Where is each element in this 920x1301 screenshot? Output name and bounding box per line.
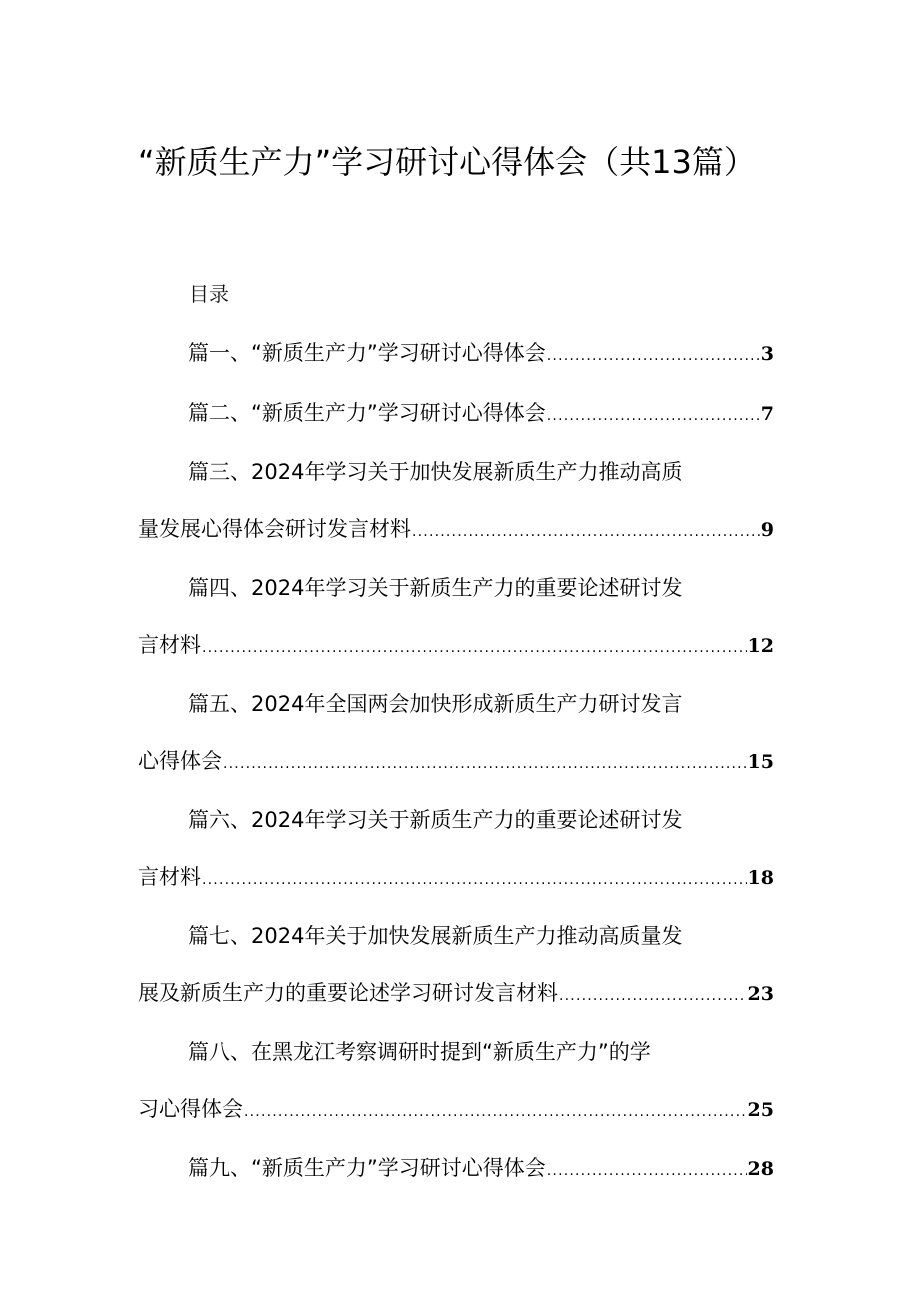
toc-entry-line <box>138 1024 774 1081</box>
toc-entry[interactable] <box>138 444 774 560</box>
toc-entry-text: 展及新质生产力的重要论述学习研讨发言材料 <box>138 980 558 1005</box>
toc-entry-text: 习心得体会 <box>138 1096 243 1121</box>
toc-entry-text: 量发展心得体会研讨发言材料 <box>138 516 411 541</box>
toc-page-number: 12 <box>747 634 774 657</box>
toc-entry-text: 篇四、2024年学习关于新质生产力的重要论述研讨发 <box>188 576 683 600</box>
toc-page-number: 7 <box>760 402 774 425</box>
toc-entry-text: 篇七、2024年关于加快发展新质生产力推动高质量发 <box>188 924 683 948</box>
toc-entry-line <box>138 733 774 793</box>
toc-leader-dots <box>547 1143 747 1200</box>
toc-page-number: 9 <box>760 518 774 541</box>
toc-entry-line <box>138 385 774 445</box>
toc-entry-line <box>138 849 774 909</box>
toc-page-number: 23 <box>747 982 774 1005</box>
toc-entry[interactable] <box>138 1024 774 1140</box>
toc-entry-line <box>138 908 774 965</box>
toc-entry-text: 心得体会 <box>138 748 222 773</box>
toc-entry[interactable] <box>138 908 774 1024</box>
toc-entry[interactable] <box>138 325 774 385</box>
toc-entry-text: 言材料 <box>138 632 201 657</box>
table-of-contents <box>138 325 774 1200</box>
toc-entry-text: 言材料 <box>138 864 201 889</box>
toc-entry[interactable] <box>138 1140 774 1200</box>
toc-page-number: 28 <box>747 1158 774 1180</box>
toc-entry-text: 篇一、“新质生产力”学习研讨心得体会 <box>188 341 546 365</box>
toc-leader-dots <box>412 504 760 561</box>
toc-leader-dots <box>223 736 747 793</box>
toc-entry-line <box>138 617 774 677</box>
toc-page-number: 15 <box>747 750 774 773</box>
toc-entry-text: 篇二、“新质生产力”学习研讨心得体会 <box>188 400 546 425</box>
toc-leader-dots <box>559 968 747 1025</box>
toc-entry[interactable] <box>138 792 774 908</box>
toc-page-number: 3 <box>760 343 774 365</box>
toc-entry-text: 篇五、2024年全国两会加快形成新质生产力研讨发言 <box>188 692 683 716</box>
toc-entry-line <box>138 676 774 733</box>
toc-entry-line <box>138 560 774 617</box>
toc-entry-text: 篇六、2024年学习关于新质生产力的重要论述研讨发 <box>188 808 683 832</box>
toc-entry-line <box>138 325 774 385</box>
toc-leader-dots <box>202 852 747 909</box>
toc-entry-line <box>138 792 774 849</box>
toc-page-number: 25 <box>747 1098 774 1121</box>
toc-entry-text: 篇三、2024年学习关于加快发展新质生产力推动高质 <box>188 460 683 484</box>
toc-entry-line <box>138 444 774 501</box>
document-title: “新质生产力”学习研讨心得体会（共13篇） <box>138 143 756 181</box>
toc-leader-dots <box>547 388 760 445</box>
toc-heading: 目录 <box>189 282 229 306</box>
toc-entry-line <box>138 501 774 561</box>
toc-leader-dots <box>547 328 760 385</box>
toc-entry[interactable] <box>138 560 774 676</box>
toc-page-number: 18 <box>747 866 774 889</box>
toc-entry-line <box>138 1140 774 1200</box>
toc-entry-line <box>138 1081 774 1141</box>
toc-entry-text: 篇九、“新质生产力”学习研讨心得体会 <box>188 1156 546 1180</box>
toc-entry[interactable] <box>138 676 774 792</box>
toc-leader-dots <box>244 1084 747 1141</box>
toc-entry[interactable] <box>138 385 774 445</box>
toc-leader-dots <box>202 620 747 677</box>
toc-entry-text: 篇八、在黑龙江考察调研时提到“新质生产力”的学 <box>188 1040 651 1064</box>
toc-entry-line <box>138 965 774 1025</box>
